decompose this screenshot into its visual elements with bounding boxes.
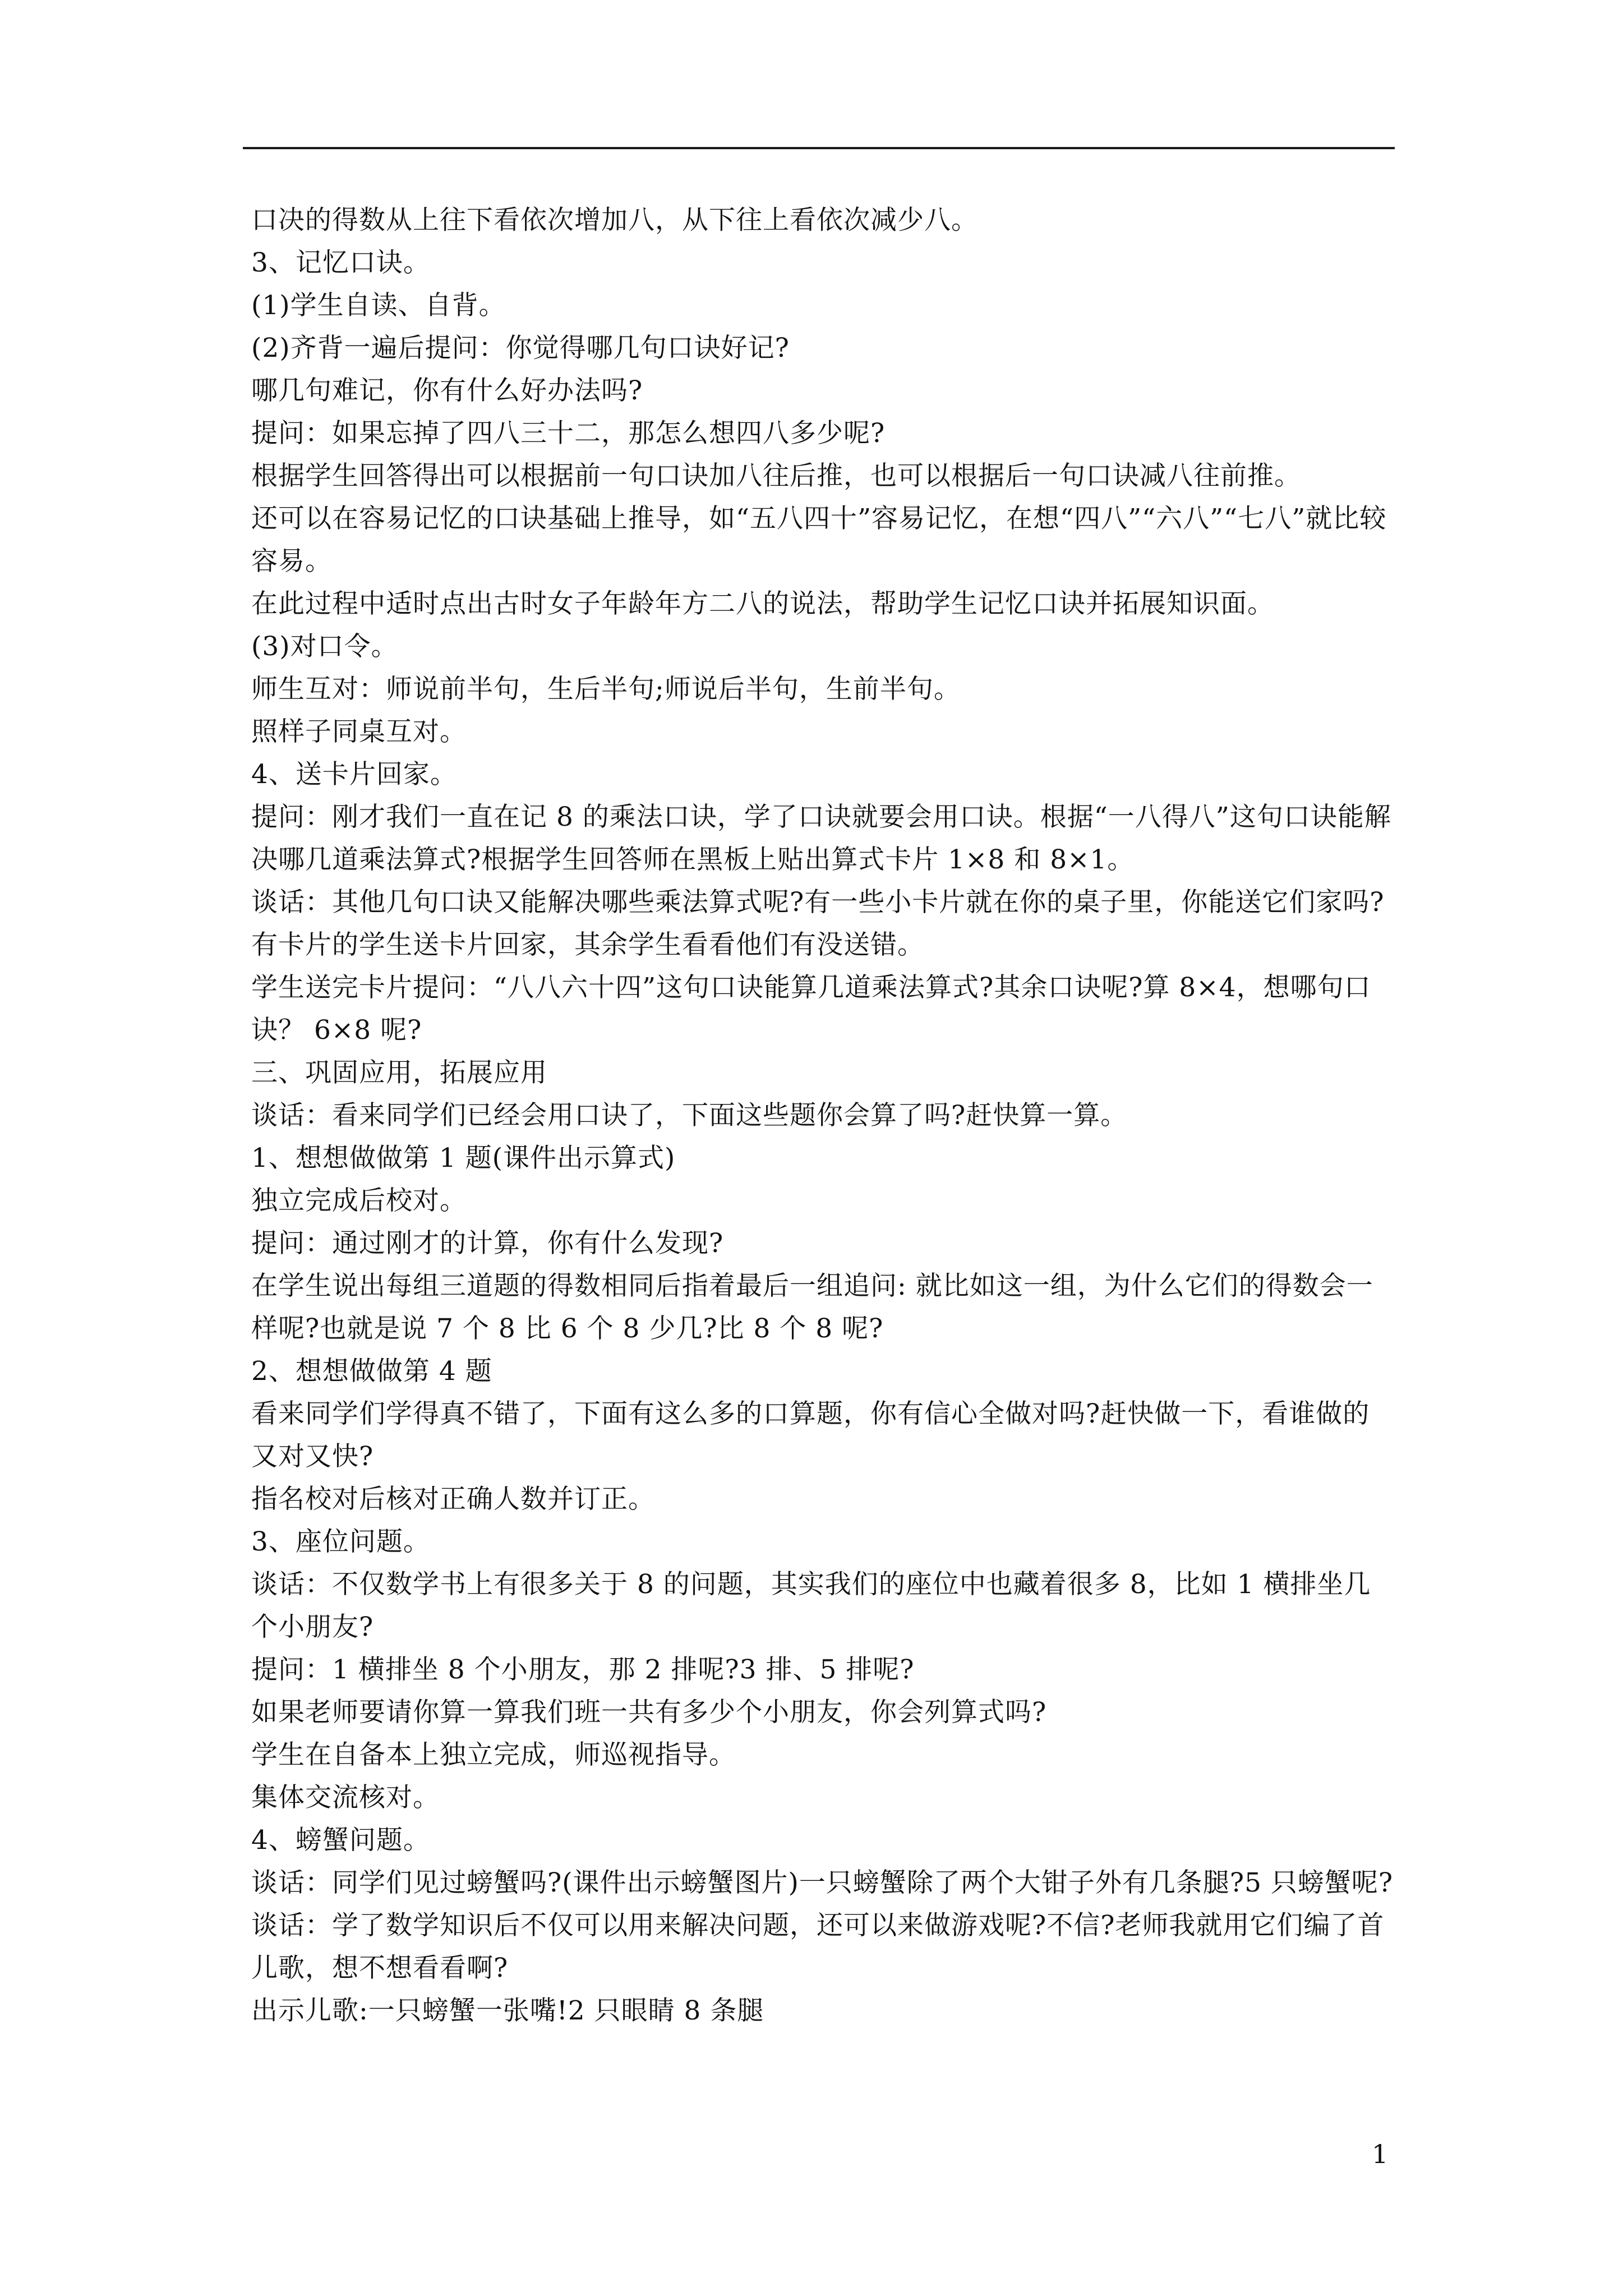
paragraph: 照样子同桌互对。 <box>251 716 467 747</box>
paragraph: 哪几句难记，你有什么好办法吗? <box>251 375 643 406</box>
paragraph: 三、巩固应用，拓展应用 <box>251 1057 547 1088</box>
paragraph: 还可以在容易记忆的口诀基础上推导，如“五八四十”容易记忆，在想“四八”“六八”“七八”就比较容易。 <box>251 503 1387 577</box>
paragraph: 谈话：同学们见过螃蟹吗?(课件出示螃蟹图片)一只螃蟹除了两个大钳子外有几条腿?5 只螃蟹呢? <box>251 1867 1394 1898</box>
paragraph: 师生互对：师说前半句，生后半句;师说后半句，生前半句。 <box>251 674 961 705</box>
paragraph: 3、座位问题。 <box>251 1526 430 1557</box>
paragraph: 口决的得数从上往下看依次增加八，从下往上看依次减少八。 <box>251 205 978 236</box>
paragraph: 2、想想做做第 4 题 <box>251 1356 492 1387</box>
paragraph: 提问：如果忘掉了四八三十二，那怎么想四八多少呢? <box>251 418 886 449</box>
paragraph: 学生送完卡片提问：“八八六十四”这句口诀能算几道乘法算式?其余口诀呢?算 8×4，想哪句口诀？ 6×8 呢? <box>251 972 1371 1046</box>
paragraph: 谈话：不仅数学书上有很多关于 8 的问题，其实我们的座位中也藏着很多 8，比如 1 横排坐几个小朋友? <box>251 1569 1371 1642</box>
paragraph: 在此过程中适时点出古时女子年龄年方二八的说法，帮助学生记忆口诀并拓展知识面。 <box>251 588 1274 619</box>
paragraph: 4、送卡片回家。 <box>251 759 457 790</box>
paragraph: (2)齐背一遍后提问：你觉得哪几句口诀好记? <box>251 333 790 364</box>
paragraph: 提问：通过刚才的计算，你有什么发现? <box>251 1228 724 1259</box>
paragraph: 3、记忆口诀。 <box>251 247 430 278</box>
paragraph: (1)学生自读、自背。 <box>251 290 506 321</box>
paragraph: 独立完成后校对。 <box>251 1185 467 1216</box>
paragraph: 集体交流核对。 <box>251 1782 440 1813</box>
paragraph: 谈话：其他几句口诀又能解决哪些乘法算式呢?有一些小卡片就在你的桌子里，你能送它们家吗?有卡片的学生送卡片回家，其余学生看看他们有没送错。 <box>251 887 1385 960</box>
paragraph: 谈话：看来同学们已经会用口诀了，下面这些题你会算了吗?赶快算一算。 <box>251 1100 1128 1131</box>
paragraph: 指名校对后核对正确人数并订正。 <box>251 1484 655 1515</box>
document-body <box>251 199 1395 2032</box>
header-rule <box>243 147 1395 149</box>
paragraph: 1、想想做做第 1 题(课件出示算式) <box>251 1143 676 1174</box>
paragraph: 学生在自备本上独立完成，师巡视指导。 <box>251 1740 736 1770</box>
paragraph: 出示儿歌:一只螃蟹一张嘴!2 只眼睛 8 条腿 <box>251 1995 764 2026</box>
paragraph: 谈话：学了数学知识后不仅可以用来解决问题，还可以来做游戏呢?不信?老师我就用它们编了首儿歌，想不想看看啊? <box>251 1910 1385 1984</box>
paragraph: 提问：1 横排坐 8 个小朋友，那 2 排呢?3 排、5 排呢? <box>251 1654 915 1685</box>
page-number: 1 <box>1372 2139 1389 2169</box>
paragraph: 根据学生回答得出可以根据前一句口诀加八往后推，也可以根据后一句口诀减八往前推。 <box>251 461 1301 491</box>
paragraph: 如果老师要请你算一算我们班一共有多少个小朋友，你会列算式吗? <box>251 1697 1047 1728</box>
paragraph: 在学生说出每组三道题的得数相同后指着最后一组追问: 就比如这一组，为什么它们的得数会一样呢?也就是说 7 个 8 比 6 个 8 少几?比 8 个 8 呢? <box>251 1271 1373 1344</box>
paragraph: 4、螃蟹问题。 <box>251 1825 430 1856</box>
paragraph: (3)对口令。 <box>251 631 398 662</box>
paragraph: 提问：刚才我们一直在记 8 的乘法口诀，学了口诀就要会用口诀。根据“一八得八”这句口诀能解决哪几道乘法算式?根据学生回答师在黑板上贴出算式卡片 1×8 和 8×1。 <box>251 802 1391 875</box>
paragraph: 看来同学们学得真不错了，下面有这么多的口算题，你有信心全做对吗?赶快做一下，看谁做的又对又快? <box>251 1398 1370 1472</box>
